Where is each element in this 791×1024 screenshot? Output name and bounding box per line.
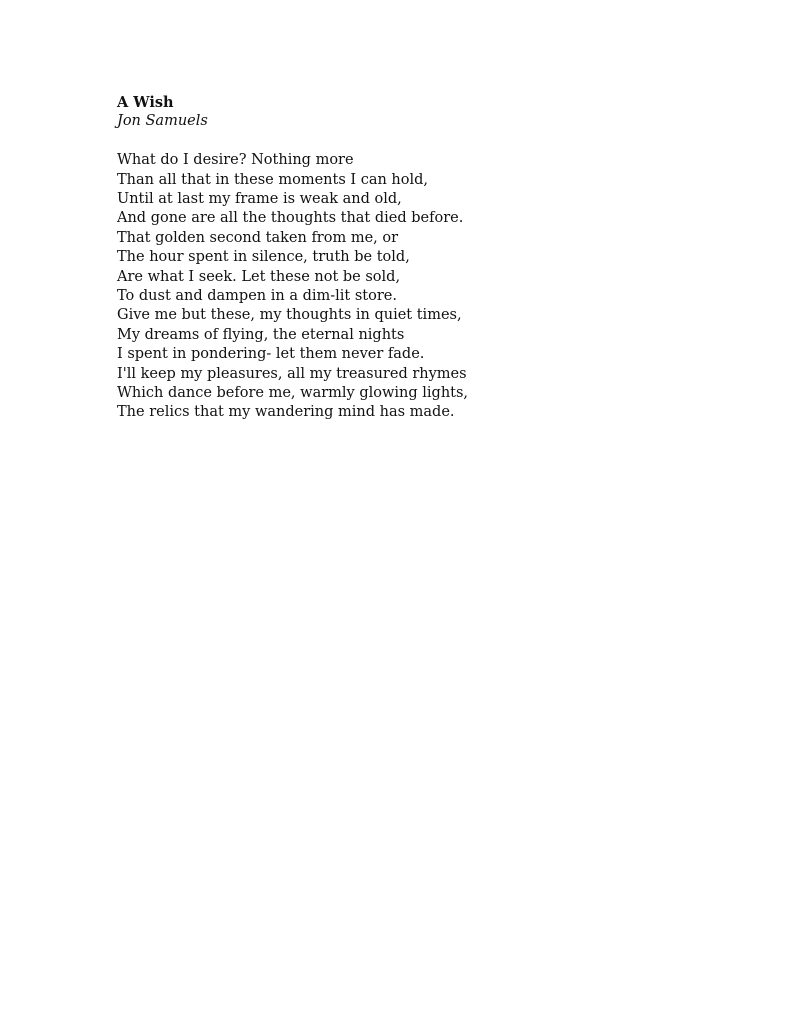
poem	[117, 93, 468, 423]
poem-author: Jon Samuels	[117, 113, 208, 130]
poem-line: That golden second taken from me, or	[117, 229, 399, 246]
poem-line: Until at last my frame is weak and old,	[117, 191, 402, 208]
poem-line: The relics that my wandering mind has made.	[117, 404, 455, 421]
stanza-spacer	[117, 132, 468, 151]
poem-line: Which dance before me, warmly glowing lights,	[117, 385, 469, 402]
poem-title: A Wish	[117, 94, 174, 111]
poem-line: I'll keep my pleasures, all my treasured rhymes	[117, 365, 467, 382]
poem-line: I spent in pondering- let them never fade.	[117, 346, 425, 363]
poem-line: The hour spent in silence, truth be told,	[117, 249, 410, 266]
poem-line: What do I desire? Nothing more	[117, 152, 354, 169]
poem-line: And gone are all the thoughts that died before.	[117, 210, 464, 227]
poem-line: To dust and dampen in a dim-lit store.	[117, 288, 397, 305]
poem-line: My dreams of flying, the eternal nights	[117, 326, 405, 343]
poem-line: Than all that in these moments I can hold,	[117, 171, 429, 188]
poem-line: Give me but these, my thoughts in quiet times,	[117, 307, 462, 324]
poem-line: Are what I seek. Let these not be sold,	[117, 268, 401, 285]
